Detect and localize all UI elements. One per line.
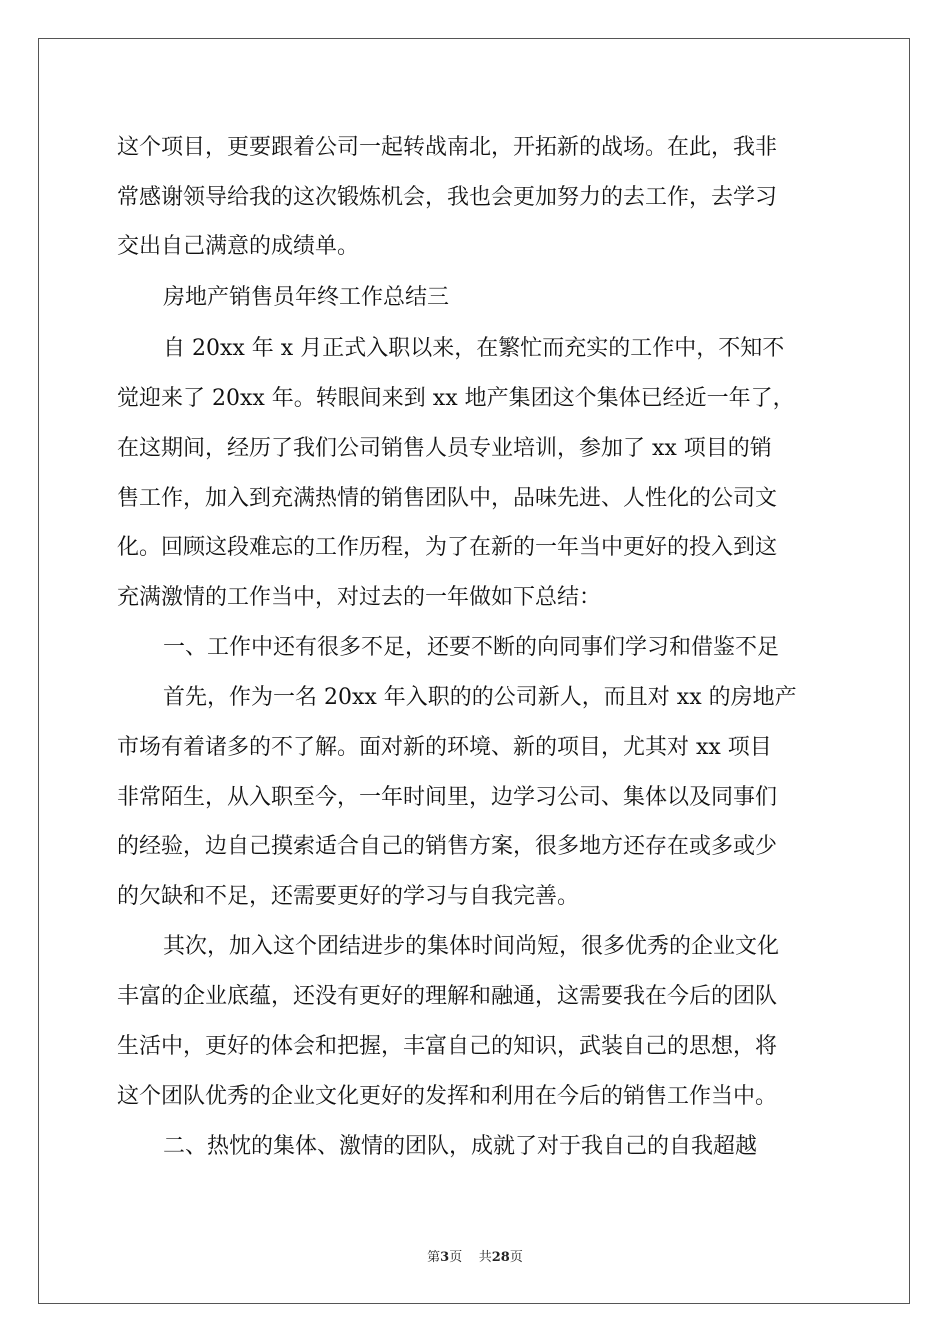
- page-number: 3: [440, 1250, 450, 1265]
- page-prefix: 第: [427, 1250, 441, 1265]
- page-border: [38, 38, 910, 1304]
- total-prefix: 共: [478, 1250, 492, 1265]
- text-line: 充满激情的工作当中，对过去的一年做如下总结：: [117, 585, 602, 610]
- total-pages: 28: [491, 1250, 510, 1265]
- text-line: 售工作，加入到充满热情的销售团队中，品味先进、人性化的公司文: [117, 486, 778, 511]
- text-line: 丰富的企业底蕴，还没有更好的理解和融通，这需要我在今后的团队: [117, 984, 778, 1009]
- page-suffix: 页: [449, 1250, 463, 1265]
- text-line: 非常陌生，从入职至今，一年时间里，边学习公司、集体以及同事们: [117, 785, 778, 810]
- text-line: 这个项目，更要跟着公司一起转战南北，开拓新的战场。在此，我非: [117, 135, 778, 160]
- section-heading: 房地产销售员年终工作总结三: [163, 285, 450, 310]
- total-suffix: 页: [509, 1250, 523, 1265]
- text-line: 市场有着诸多的不了解。面对新的环境、新的项目，尤其对 xx 项目: [117, 735, 772, 760]
- text-line: 这个团队优秀的企业文化更好的发挥和利用在今后的销售工作当中。: [117, 1084, 778, 1109]
- text-line: 在这期间，经历了我们公司销售人员专业培训，参加了 xx 项目的销: [117, 436, 772, 461]
- text-line: 交出自己满意的成绩单。: [117, 234, 360, 259]
- subheading: 一、工作中还有很多不足，还要不断的向同事们学习和借鉴不足: [163, 635, 780, 660]
- text-line: 生活中，更好的体会和把握，丰富自己的知识，武装自己的思想，将: [117, 1034, 778, 1059]
- page-footer: [0, 1246, 950, 1265]
- text-line: 自 20xx 年 x 月正式入职以来，在繁忙而充实的工作中，不知不: [163, 336, 785, 361]
- text-line: 常感谢领导给我的这次锻炼机会，我也会更加努力的去工作，去学习: [117, 185, 778, 210]
- text-line: 化。回顾这段难忘的工作历程，为了在新的一年当中更好的投入到这: [117, 535, 778, 560]
- subheading: 二、热忱的集体、激情的团队，成就了对于我自己的自我超越: [163, 1134, 758, 1159]
- text-line: 觉迎来了 20xx 年。转眼间来到 xx 地产集团这个集体已经近一年了，: [117, 386, 795, 411]
- text-line: 其次，加入这个团结进步的集体时间尚短，很多优秀的企业文化: [163, 934, 780, 959]
- text-line: 的欠缺和不足，还需要更好的学习与自我完善。: [117, 884, 580, 909]
- text-line: 的经验，边自己摸索适合自己的销售方案，很多地方还存在或多或少: [117, 834, 778, 859]
- text-line: 首先，作为一名 20xx 年入职的的公司新人，而且对 xx 的房地产: [163, 685, 797, 710]
